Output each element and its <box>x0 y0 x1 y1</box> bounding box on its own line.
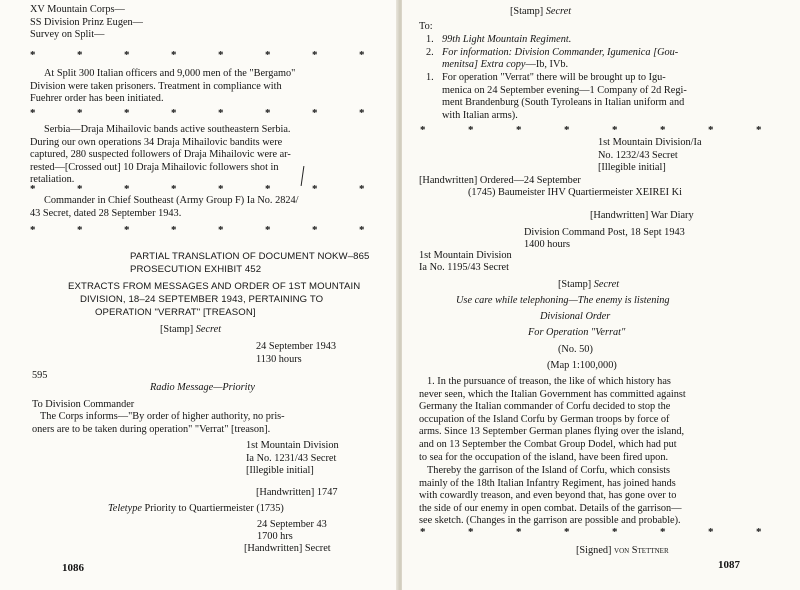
text-line: see sketch. (Changes in the garrison are possible and probable). <box>419 515 681 527</box>
handwritten-ordered: [Handwritten] Ordered—24 September <box>419 175 581 186</box>
handwritten-secret: [Handwritten] Secret <box>244 543 331 554</box>
text-line: arms. Since 13 September German planes flying over the island, <box>419 426 685 438</box>
message-time: 1130 hours <box>256 354 302 365</box>
text-line: During our own operations 34 Draja Mihailovic bandits were <box>30 136 283 148</box>
text-line: Germany the Italian commander of Corfu decided to stop the <box>419 401 671 413</box>
text-line: rested—[Crossed out] 10 Draja Mihailovic followers shot in <box>30 161 279 173</box>
handwritten-time: [Handwritten] 1747 <box>256 487 338 498</box>
list-item-cont <box>442 59 568 72</box>
list-item-operation <box>442 72 687 122</box>
sig-line: 1st Mountain Division <box>246 440 339 451</box>
text-line: oners are to be taken during operation" "Verrat" [treason]. <box>32 423 271 435</box>
text-line: Serbia—Draja Mihailovic bands active southeastern Serbia. <box>44 124 291 135</box>
list-item-italic: menitsa] Extra copy <box>442 59 526 70</box>
command-post: Division Command Post, 18 Sept 1943 <box>524 227 685 238</box>
text-line: mainly of the 18th Italian Infantry Regiment, has joined hands <box>419 477 676 489</box>
document-heading: PARTIAL TRANSLATION OF DOCUMENT NOKW–865 <box>130 251 370 262</box>
telephone-warning: Use care while telephoning—The enemy is listening <box>456 295 670 306</box>
paragraph-treason <box>419 376 686 464</box>
stamp-secret <box>558 279 619 292</box>
list-item: For information: Division Commander, Igumenica [Gou- <box>442 47 679 58</box>
stamp-label: [Stamp] <box>510 6 544 17</box>
list-item: 99th Light Mountain Regiment. <box>442 34 572 45</box>
sig-line: Ia No. 1231/43 Secret <box>246 452 337 464</box>
stamp-word: Secret <box>593 279 620 290</box>
paragraph-garrison <box>419 465 682 528</box>
signature-line <box>576 545 669 558</box>
text-line: 1st Mountain Division/Ia <box>598 137 702 148</box>
list-number: 1. <box>426 72 434 83</box>
teletype-time: 1700 hrs <box>257 531 293 542</box>
exhibit-heading: PROSECUTION EXHIBIT 452 <box>130 264 262 275</box>
page-number: 1087 <box>718 559 740 571</box>
text-line: ment Brandenburg (South Tyroleans in Italian uniform and <box>442 97 685 109</box>
text-line: For operation "Verrat" there will be brought up to Igu- <box>442 72 666 83</box>
paragraph-split <box>30 68 295 106</box>
teletype-date: 24 September 43 <box>257 519 327 530</box>
paragraph-serbia <box>30 124 291 187</box>
text-line: and on 13 September the Combat Group Dodel, which had put <box>419 438 677 450</box>
text-line: At Split 300 Italian officers and 9,000 men of the "Bergamo" <box>44 68 296 79</box>
teletype-line <box>108 503 284 516</box>
text-line: Thereby the garrison of the Island of Corfu, which consists <box>427 465 671 476</box>
stamp-secret <box>510 6 571 19</box>
teletype-rest: Priority to Quartiermeister (1735) <box>141 503 284 514</box>
text-line: retaliation. <box>30 174 75 186</box>
header-line: SS Division Prinz Eugen— <box>30 16 143 28</box>
right-page: [Stamp] Secret To: 1. 99th Light Mountain Regiment. 2. For information: Division Commander, Igumenica [Gou- menitsa] Extra copy—Ib, IVb. 1. For operation "Verrat" there will be brought up to Igu- menica on 24 September evening—1 Company of 2d Regi- ment Brandenburg (South Tyroleans in Italian uniform and with Italian arms). * * * * * * * * 1st Mountain Division/Ia No. 1232/43 Secret [Illegible initial] [Handwritten] Ordered—24 September (1745) Baumeister IHV Quartiermeister XEIREI Ki [Handwritten] War Diary Division Command Post, 18 Sept 1943 1400 hours 1st Mountain Division Ia No. 1195/43 Secret [Stamp] Secret Use care while telephoning—The enemy is listening Divisional Order For Operation "Verrat" (No. 50) (Map 1:100,000) 1. In the pursuance of treason, the like of which history has never seen, which the Italian Government has committed against Germany the Italian commander of Corfu decided to stop the occupation of the Island Corfu by German troops by force of arms. Since 13 September German planes flying over the island, and on 13 September the Combat Group Dodel, which had put to sea for the occupation of the island, have been fired upon. Thereby the garrison of the Island of Corfu, which consists mainly of the 18th Italian Infantry Regiment, has joined hands with cowardly treason, and even beyond that, has gone over to the side of our enemy in open combat. Details of the garrison— see sketch. (Changes in the garrison are possible and probable). * * * * * * * * [Signed] von Stettner 1087 <box>402 0 800 590</box>
header-line: XV Mountain Corps— <box>30 4 125 15</box>
text-line: 43 Secret, dated 28 September 1943. <box>30 207 182 219</box>
left-page: XV Mountain Corps— SS Division Prinz Eugen— Survey on Split— * * * * * * * * At Split 300 Italian officers and 9,000 men of the "Bergamo" Division were taken prisoners. Treatment in compliance with Fuehrer order has been initiated. * * * * * * * * Serbia—Draja Mihailovic bands active southeastern Serbia. During our own operations 34 Draja Mihailovic bandits were captured, 280 suspected followers of Draja Mihailovic were ar- rested—[Crossed out] 10 Draja Mihailovic followers shot in retaliation. * * * * * * * * Commander in Chief Southeast (Army Group F) Ia No. 2824/ 43 Secret, dated 28 September 1943. * * * * * * * * PARTIAL TRANSLATION OF DOCUMENT NOKW–865 PROSECUTION EXHIBIT 452 EXTRACTS FROM MESSAGES AND ORDER OF 1ST MOUNTAIN DIVISION, 18–24 SEPTEMBER 1943, PERTAINING TO OPERATION "VERRAT" [TREASON] [Stamp] Secret 24 September 1943 1130 hours 595 Radio Message—Priority To Division Commander The Corps informs—"By order of higher authority, no pris- oners are to be taken during operation" "Verrat" [treason]. 1st Mountain Division Ia No. 1231/43 Secret [Illegible initial] [Handwritten] 1747 Teletype Priority to Quartiermeister (1735) 24 September 43 1700 hrs [Handwritten] Secret 1086 <box>0 0 398 590</box>
text-line: Commander in Chief Southeast (Army Group F) Ia No. 2824/ <box>44 195 299 206</box>
map-scale: (Map 1:100,000) <box>547 360 617 371</box>
text-line: to sea for the occupation of the island, have been fired upon. <box>419 451 669 463</box>
extracts-heading: OPERATION "VERRAT" [TREASON] <box>95 307 256 318</box>
signature-block <box>246 440 339 478</box>
order-number: (No. 50) <box>558 344 593 355</box>
text-line: 1. In the pursuance of treason, the like of which history has <box>427 376 671 387</box>
stamp-label: [Stamp] <box>160 324 194 335</box>
page-number: 1086 <box>62 562 84 574</box>
paragraph-commander <box>30 195 299 220</box>
pencil-mark <box>301 166 305 186</box>
sig-line: [Illegible initial] <box>246 465 314 477</box>
document-number: 595 <box>32 370 48 381</box>
text-line: with cowardly treason, and even beyond that, has gone over to <box>419 490 677 502</box>
list-item-rest: —Ib, IVb. <box>525 59 569 70</box>
division-number: Ia No. 1195/43 Secret <box>419 262 509 273</box>
text-line: never seen, which the Italian Government has committed against <box>419 388 686 400</box>
stamp-word: Secret <box>545 6 572 17</box>
list-number: 2. <box>426 47 434 58</box>
teletype-word: Teletype <box>108 503 142 514</box>
text-line: occupation of the Island Corfu by German troops by force of <box>419 413 670 425</box>
signed-label: [Signed] <box>576 545 612 556</box>
division-block <box>598 137 702 175</box>
text-line: the side of our enemy in open combat. Details of the garrison— <box>419 502 682 514</box>
text-line: captured, 280 suspected followers of Draja Mihailovic were ar- <box>30 149 291 161</box>
operation-title: For Operation "Verrat" <box>528 327 626 338</box>
handwritten-war-diary: [Handwritten] War Diary <box>590 210 694 221</box>
message-date: 24 September 1943 <box>256 341 337 352</box>
header-line: Survey on Split— <box>30 29 105 41</box>
handwritten-ordered-detail: (1745) Baumeister IHV Quartiermeister XEIREI Ki <box>468 187 682 198</box>
addressee: To Division Commander <box>32 399 135 410</box>
to-label: To: <box>419 21 433 32</box>
text-line: menica on 24 September evening—1 Company of 2d Regi- <box>442 84 687 96</box>
hours: 1400 hours <box>524 239 571 250</box>
text-line: with Italian arms). <box>442 109 518 121</box>
stamp-secret <box>160 324 221 337</box>
text-line: Division were taken prisoners. Treatment in compliance with <box>30 80 282 92</box>
stamp-label: [Stamp] <box>558 279 592 290</box>
text-line: [Illegible initial] <box>598 162 666 174</box>
text-line: No. 1232/43 Secret <box>598 149 678 161</box>
text-line: The Corps informs—"By order of higher authority, no pris- <box>40 411 285 422</box>
division-name: 1st Mountain Division <box>419 250 512 261</box>
header-block <box>30 4 143 42</box>
extracts-heading: DIVISION, 18–24 SEPTEMBER 1943, PERTAINING TO <box>80 294 324 305</box>
divisional-order-title: Divisional Order <box>540 311 611 322</box>
radio-message-title: Radio Message—Priority <box>150 382 255 393</box>
paragraph-corps <box>32 411 285 436</box>
extracts-heading: EXTRACTS FROM MESSAGES AND ORDER OF 1ST MOUNTAIN <box>68 281 361 292</box>
signed-name: von Stettner <box>614 545 669 556</box>
list-number: 1. <box>426 34 434 45</box>
text-line: Fuehrer order has been initiated. <box>30 93 164 105</box>
stamp-word: Secret <box>195 324 222 335</box>
